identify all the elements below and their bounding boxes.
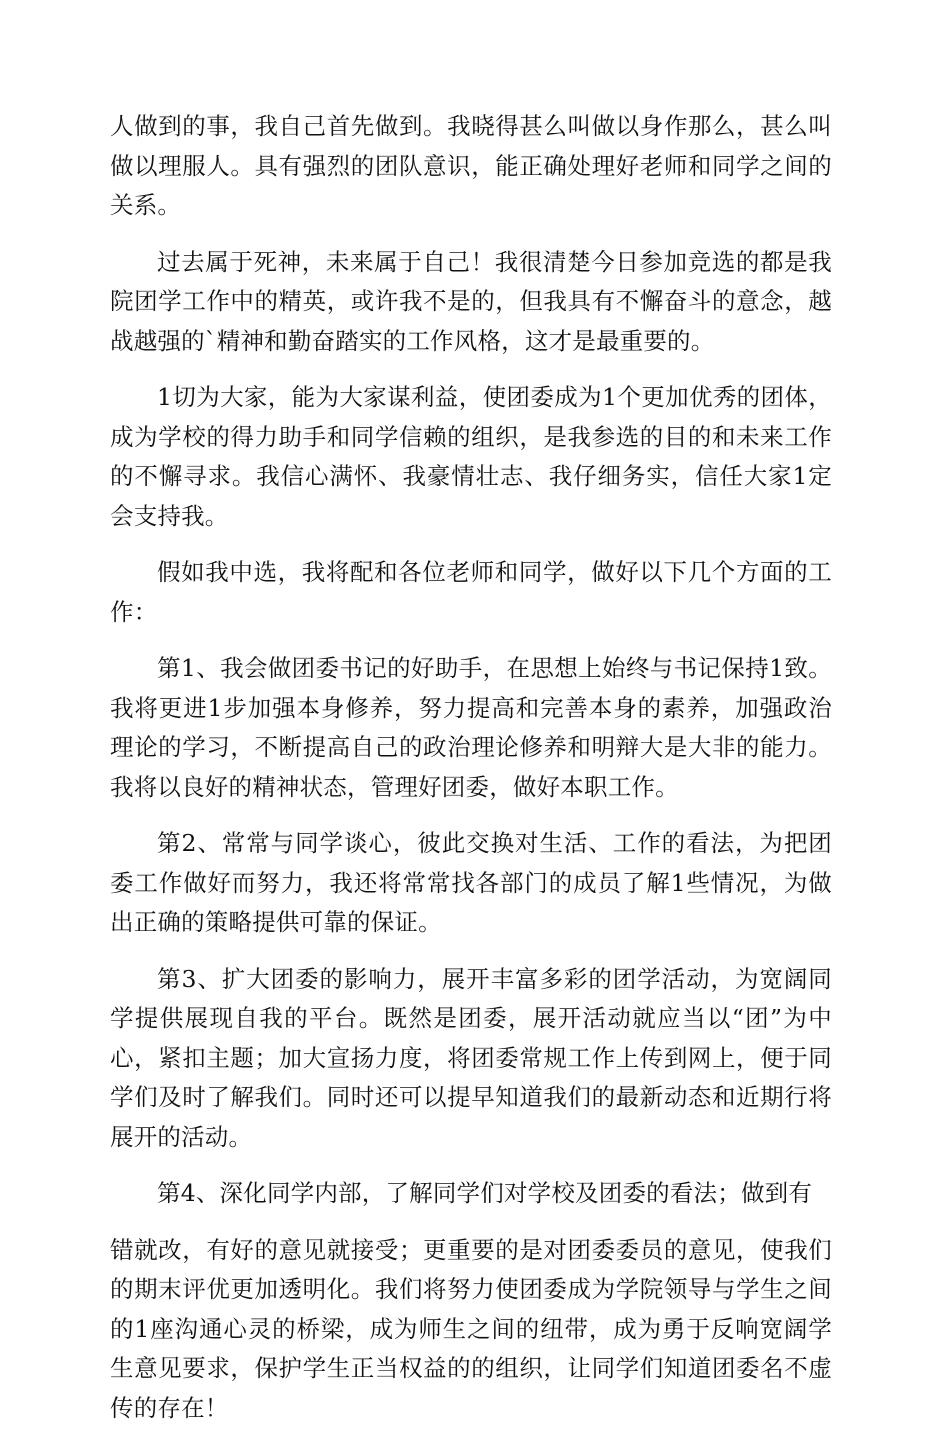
paragraph-1: 人做到的事，我自己首先做到。我晓得甚么叫做以身作那么，甚么叫做以理服人。具有强烈的团队意识，能正确处理好老师和同学之间的关系。 bbox=[110, 112, 832, 219]
document-body bbox=[110, 107, 832, 1445]
paragraph-3: 1切为大家，能为大家谋利益，使团委成为1个更加优秀的团体，成为学校的得力助手和同学信赖的组织，是我参选的目的和未来工作的不懈寻求。我信心满怀、我豪情壮志、我仔细务实，信任大家1定会支持我。 bbox=[110, 383, 832, 530]
paragraph-7: 第3、扩大团委的影响力，展开丰富多彩的团学活动，为宽阔同学提供展现自我的平台。既然是团委，展开活动就应当以“团”为中心，紧扣主题；加大宣扬力度，将团委常规工作上传到网上，便于同学们及时了解我们。同时还可以提早知道我们的最新动态和近期行将展开的活动。 bbox=[110, 964, 832, 1151]
paragraph-5: 第1、我会做团委书记的好助手，在思想上始终与书记保持1致。我将更进1步加强本身修养，努力提高和完善本身的素养，加强政治理论的学习，不断提高自己的政治理论修养和明辩大是大非的能力。我将以良好的精神状态，管理好团委，做好本职工作。 bbox=[110, 654, 832, 801]
paragraph-6: 第2、常常与同学谈心，彼此交换对生活、工作的看法，为把团委工作做好而努力，我还将常常找各部门的成员了解1些情况，为做出正确的策略提供可靠的保证。 bbox=[110, 829, 832, 936]
paragraph-4: 假如我中选，我将配和各位老师和同学，做好以下几个方面的工作： bbox=[110, 558, 832, 626]
paragraph-9: 错就改，有好的意见就接受；更重要的是对团委委员的意见，使我们的期末评优更加透明化。我们将努力使团委成为学院领导与学生之间的1座沟通心灵的桥梁，成为师生之间的纽带，成为勇于反响宽阔学生意见要求，保护学生正当权益的的组织，让同学们知道团委名不虚传的存在！ bbox=[110, 1235, 832, 1422]
paragraph-8: 第4、深化同学内部，了解同学们对学校及团委的看法；做到有 bbox=[157, 1179, 813, 1207]
paragraph-2: 过去属于死神，未来属于自己！我很清楚今日参加竞选的都是我院团学工作中的精英，或许我不是的，但我具有不懈奋斗的意念，越战越强的`精神和勤奋踏实的工作风格，这才是最重要的。 bbox=[110, 247, 832, 355]
